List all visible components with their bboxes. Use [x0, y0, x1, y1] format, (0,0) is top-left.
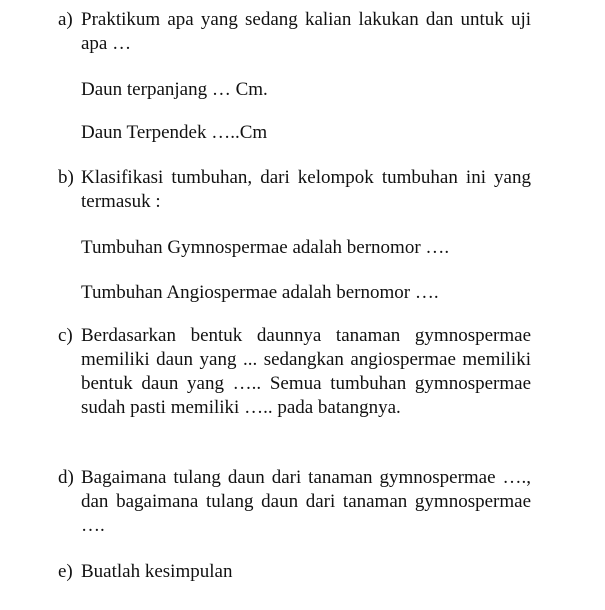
- question-c: [58, 324, 531, 420]
- question-e-text: Buatlah kesimpulan: [81, 561, 233, 582]
- question-a-shortest-leaf: Daun Terpendek …..Cm: [81, 122, 268, 143]
- question-a-text: Praktikum apa yang sedang kalian lakukan dan untuk uji apa …: [81, 9, 531, 54]
- question-b-marker: b): [58, 167, 74, 188]
- question-a-marker: a): [58, 9, 73, 30]
- question-a: [58, 8, 531, 56]
- question-b-gymnosperm: Tumbuhan Gymnospermae adalah bernomor ….: [81, 237, 450, 258]
- question-e-marker: e): [58, 561, 73, 582]
- question-b-angiosperm: Tumbuhan Angiospermae adalah bernomor ….: [81, 282, 439, 303]
- question-d-text: Bagaimana tulang daun dari tanaman gymnospermae …., dan bagaimana tulang daun dari tanaman gymnospermae ….: [81, 467, 531, 536]
- question-a-longest-leaf: Daun terpanjang … Cm.: [81, 79, 268, 100]
- question-d: [58, 466, 531, 538]
- question-b: [58, 166, 531, 214]
- question-e: [58, 560, 531, 584]
- question-d-marker: d): [58, 467, 74, 488]
- question-b-text: Klasifikasi tumbuhan, dari kelompok tumbuhan ini yang termasuk :: [81, 167, 531, 212]
- question-c-marker: c): [58, 325, 73, 346]
- question-c-text: Berdasarkan bentuk daunnya tanaman gymnospermae memiliki daun yang ... sedangkan angiospermae memiliki bentuk daun yang ….. Semua tumbuhan gymnospermae sudah pasti memiliki ….. pada batangnya.: [81, 325, 531, 418]
